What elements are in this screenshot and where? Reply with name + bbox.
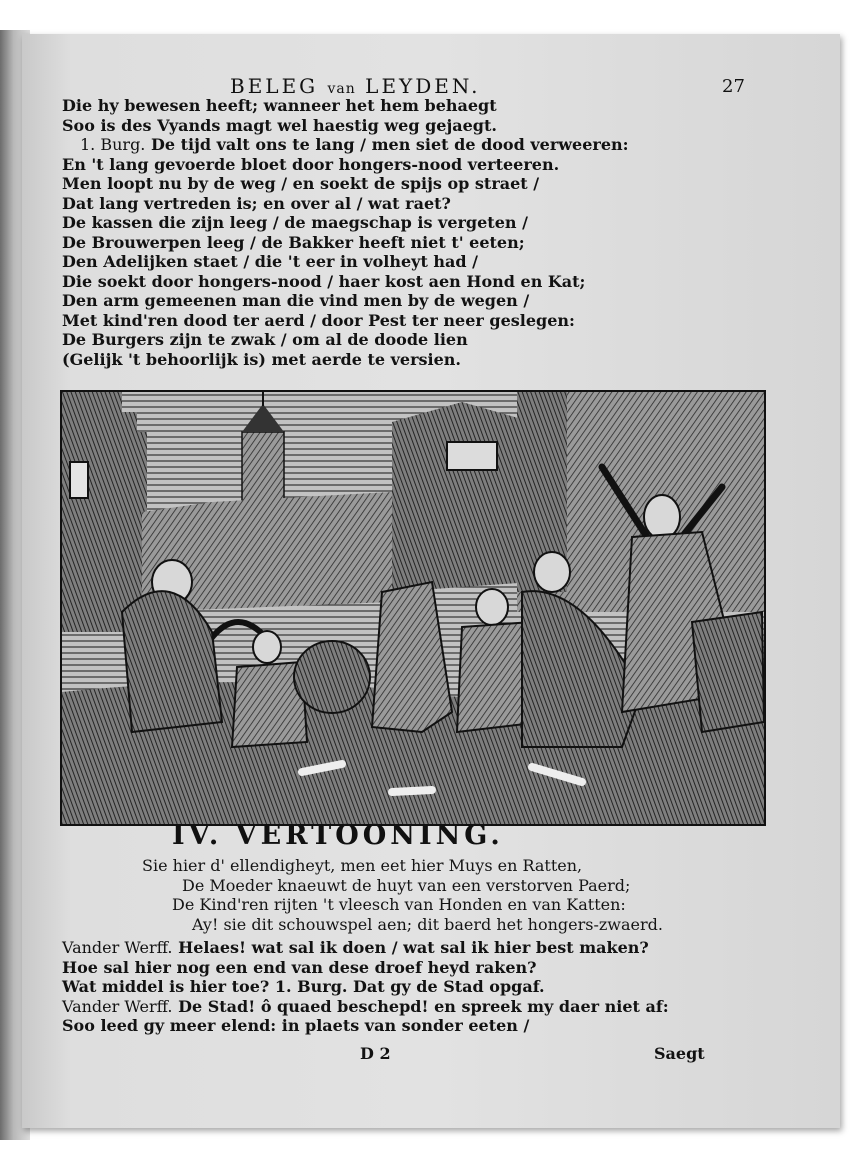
verse-text: Dat lang vertreden is; en over al / wat raet?: [62, 193, 451, 213]
speaker-name: Vander Werff.: [62, 996, 173, 1016]
verse-text: Die soekt door hongers-nood / haer kost aen Hond en Kat;: [62, 271, 586, 291]
verse-text: Soo leed gy meer elend: in plaets van sonder eeten /: [62, 1016, 530, 1035]
verse-line: [62, 958, 762, 978]
verse-text: Wat middel is hier toe? 1. Burg. Dat gy de Stad opgaf.: [62, 977, 545, 996]
verse-line: [62, 997, 762, 1017]
caption-line: Ay! sie dit schouwspel aen; dit baerd het hongers-zwaerd.: [192, 914, 663, 934]
verse-text: Men loopt nu by de weg / en soekt de spijs op straet /: [62, 174, 540, 193]
scene-caption: [62, 856, 782, 934]
verse-line: [62, 272, 762, 292]
verse-line: [62, 938, 762, 958]
page-number: 27: [722, 76, 745, 97]
verse-text: De kassen die zijn leeg / de maegschap is vergeten /: [62, 213, 528, 232]
speaker-name: Vander Werff.: [62, 938, 173, 957]
verse-text: Die hy bewesen heeft; wanneer het hem behaegt: [62, 96, 497, 115]
caption-line: De Moeder knaeuwt de huyt van een verstorven Paerd;: [182, 875, 631, 895]
signature-mark: D 2: [360, 1044, 391, 1063]
verse-text: De tijd valt ons te lang / men siet de dood verweeren:: [150, 135, 629, 154]
verse-line: [62, 96, 762, 116]
verse-line: [62, 252, 762, 272]
verse-line: [62, 977, 762, 997]
verse-line: [62, 291, 762, 311]
woodcut-scene-svg: [62, 392, 764, 824]
running-header: [230, 74, 480, 98]
verse-line: [62, 311, 762, 331]
verse-text: Soo is des Vyands magt wel haestig weg gejaegt.: [62, 115, 497, 135]
verse-line: [62, 194, 762, 214]
verse-line: [62, 233, 762, 253]
verse-text: En 't lang gevoerde bloet door hongers-nood verteeren.: [62, 154, 560, 174]
woodcut-illustration-icon: [60, 390, 766, 826]
verse-text: De Brouwerpen leeg / de Bakker heeft niet t' eeten;: [62, 232, 525, 252]
caption-line: Sie hier d' ellendigheyt, men eet hier Muys en Ratten,: [142, 856, 583, 875]
stepped-gable-house: [62, 392, 147, 632]
verse-text: (Gelijk 't behoorlijk is) met aerde te versien.: [62, 349, 461, 369]
verse-line: [62, 213, 762, 233]
verse-line: [62, 155, 762, 175]
verse-text: De Burgers zijn te zwak / om al de doode lien: [62, 330, 468, 349]
verse-line: [62, 116, 762, 136]
scene-heading: IV. VERTOONING.: [172, 820, 504, 851]
header-title-b: LEYDEN.: [365, 74, 481, 98]
gabled-house: [392, 402, 532, 592]
verse-block-top: [62, 96, 762, 369]
sack: [294, 641, 370, 713]
verse-text: Met kind'ren dood ter aerd / door Pest ter neer geslegen:: [62, 310, 575, 330]
speaker-name: 1. Burg.: [80, 135, 146, 154]
header-title-a: BELEG: [230, 74, 319, 98]
verse-line: [62, 174, 762, 194]
book-page: [22, 34, 840, 1128]
verse-line: [62, 350, 762, 370]
verse-text: Hoe sal hier nog een end van dese droef heyd raken?: [62, 957, 537, 977]
verse-text: Helaes! wat sal ik doen / wat sal ik hier best maken?: [178, 938, 649, 957]
verse-text: Den arm gemeenen man die vind men by de wegen /: [62, 291, 530, 310]
header-title-van: van: [327, 81, 356, 97]
verse-line: [62, 1016, 762, 1036]
verse-line: [62, 330, 762, 350]
verse-text: De Stad! ô quaed beschepd! en spreek my daer niet af:: [178, 996, 669, 1016]
verse-block-bottom: [62, 938, 762, 1036]
caption-line: De Kind'ren rijten 't vleesch van Honden en van Katten:: [172, 895, 626, 914]
verse-line: [62, 135, 762, 155]
verse-text: Den Adelijken staet / die 't eer in volheyt had /: [62, 252, 479, 271]
catchword: Saegt: [654, 1044, 705, 1063]
